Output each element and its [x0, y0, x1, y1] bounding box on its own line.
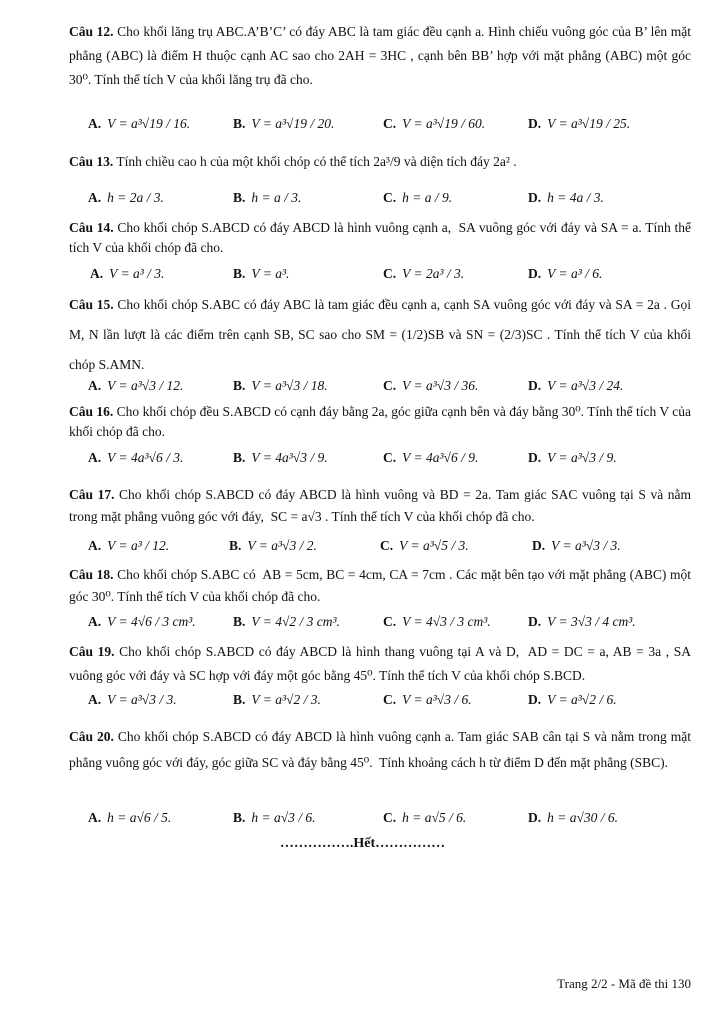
page-footer: Trang 2/2 - Mã đề thi 130 — [557, 976, 691, 991]
question-text: Cho khối chóp S.ABCD có đáy ABCD là hình vuông cạnh a, SA vuông góc với đáy và SA = a. Tính thể tích V của khối chóp đã cho. — [69, 220, 695, 255]
option-d: D. V = a³√3 / 9. — [528, 450, 617, 465]
options-20 — [0, 796, 725, 840]
option-d: D. V = a³√2 / 6. — [528, 692, 617, 707]
option-c: C. V = a³√3 / 36. — [383, 378, 479, 393]
options-16 — [0, 436, 725, 480]
option-b: B. h = a√3 / 6. — [233, 810, 316, 825]
option-c: C. V = a³√3 / 6. — [383, 692, 472, 707]
question-number: Câu 13. — [69, 154, 114, 169]
question-number: Câu 17. — [69, 487, 115, 502]
option-a: A. V = a³√3 / 12. — [88, 378, 184, 393]
option-b: B. h = a / 3. — [233, 190, 302, 205]
question-number: Câu 14. — [69, 220, 114, 235]
question-text: Cho khối chóp S.ABCD có đáy ABCD là hình vuông cạnh a. Tam giác SAB cân tại S và nằm trong mặt phẳng vuông góc với đáy, góc giữa SC và đáy bằng 45⁰. Tính khoảng cách h từ điểm D đến mặt phẳng (SBC). — [69, 729, 695, 770]
option-c: C. V = 2a³ / 3. — [383, 266, 465, 281]
option-c: C. V = a³√19 / 60. — [383, 116, 486, 131]
option-d: D. V = a³√19 / 25. — [528, 116, 631, 131]
option-c: C. h = a / 9. — [383, 190, 453, 205]
option-a: A. V = 4a³√6 / 3. — [88, 450, 184, 465]
option-a: A. h = 2a / 3. — [88, 190, 164, 205]
question-number: Câu 12. — [69, 24, 114, 39]
question-13 — [69, 150, 691, 174]
option-d: D. V = 3√3 / 4 cm³. — [528, 614, 636, 629]
options-13 — [0, 176, 725, 220]
option-c: C. h = a√5 / 6. — [383, 810, 467, 825]
question-text: Cho khối chóp đều S.ABCD có cạnh đáy bằng 2a, góc giữa cạnh bên và đáy bằng 30⁰. Tính thể tích V của khối chóp đã cho. — [69, 404, 695, 439]
option-a: A. V = a³ / 12. — [88, 538, 170, 553]
question-text: Tính chiều cao h của một khối chóp có thể tích 2a³/9 và diện tích đáy 2a² . — [113, 154, 517, 169]
option-b: B. V = a³√3 / 18. — [233, 378, 328, 393]
question-text: Cho khối chóp S.ABC có AB = 5cm, BC = 4cm, CA = 7cm . Các mặt bên tạo với mặt phẳng (ABC) một góc 30⁰. Tính thể tích V của khối chóp đã cho. — [69, 567, 695, 604]
option-c: C. V = 4√3 / 3 cm³. — [383, 614, 491, 629]
option-c: C. V = 4a³√6 / 9. — [383, 450, 479, 465]
question-20 — [69, 724, 695, 776]
option-b: B. V = a³. — [233, 266, 290, 281]
option-b: B. V = 4√2 / 3 cm³. — [233, 614, 340, 629]
question-12 — [69, 20, 695, 92]
question-text: Cho khối lăng trụ ABC.A’B’C’ có đáy ABC là tam giác đều cạnh a. Hình chiếu vuông góc của B’ lên mặt phẳng (ABC) là điểm H thuộc cạnh AC sao cho 2AH = 3HC , cạnh bên BB’ hợp với mặt phẳng (ABC) một góc 30⁰. Tính thể tích V của khối lăng trụ đã cho. — [69, 24, 695, 87]
option-a: A. h = a√6 / 5. — [88, 810, 172, 825]
end-mark: …………….Hết…………… — [279, 836, 446, 851]
option-d: D. h = 4a / 3. — [528, 190, 604, 205]
option-b: B. V = a³√19 / 20. — [233, 116, 335, 131]
option-c: C. V = a³√5 / 3. — [380, 538, 469, 553]
option-a: A. V = a³√19 / 16. — [88, 116, 191, 131]
question-number: Câu 20. — [69, 729, 114, 744]
option-b: B. V = a³√3 / 2. — [229, 538, 317, 553]
question-text: Cho khối chóp S.ABCD có đáy ABCD là hình vuông và BD = 2a. Tam giác SAC vuông tại S và nằm trong mặt phẳng vuông góc với đáy, SC = a√3 . Tính thể tích V của khối chóp đã cho. — [69, 487, 695, 524]
option-b: B. V = 4a³√3 / 9. — [233, 450, 328, 465]
question-text: Cho khối chóp S.ABCD có đáy ABCD là hình thang vuông tại A và D, AD = DC = a, AB = 3a , SA vuông góc với đáy và SC hợp với đáy một góc bằng 45⁰. Tính thể tích V của khối chóp S.BCD. — [69, 644, 695, 683]
option-a: A. V = a³√3 / 3. — [88, 692, 177, 707]
options-18 — [0, 600, 725, 644]
option-d: D. h = a√30 / 6. — [528, 810, 619, 825]
options-12 — [0, 102, 725, 146]
option-b: B. V = a³√2 / 3. — [233, 692, 321, 707]
option-d: D. V = a³√3 / 24. — [528, 378, 624, 393]
question-number: Câu 18. — [69, 567, 114, 582]
question-text: Cho khối chóp S.ABC có đáy ABC là tam giác đều cạnh a, cạnh SA vuông góc với đáy và SA = 2a . Gọi M, N lần lượt là các điểm trên cạnh SB, SC sao cho SM = (1/2)SB và SN = (2/3)SC . Tính thể tích V của khối chóp S.AMN. — [69, 297, 695, 372]
option-a: A. V = 4√6 / 3 cm³. — [88, 614, 196, 629]
question-17 — [69, 484, 695, 528]
options-17 — [0, 524, 725, 568]
option-d: D. V = a³ / 6. — [528, 266, 603, 281]
question-number: Câu 19. — [69, 644, 115, 659]
question-number: Câu 16. — [69, 404, 114, 419]
options-19 — [0, 678, 725, 722]
option-d: D. V = a³√3 / 3. — [532, 538, 621, 553]
option-a: A. V = a³ / 3. — [90, 266, 165, 281]
question-number: Câu 15. — [69, 297, 114, 312]
